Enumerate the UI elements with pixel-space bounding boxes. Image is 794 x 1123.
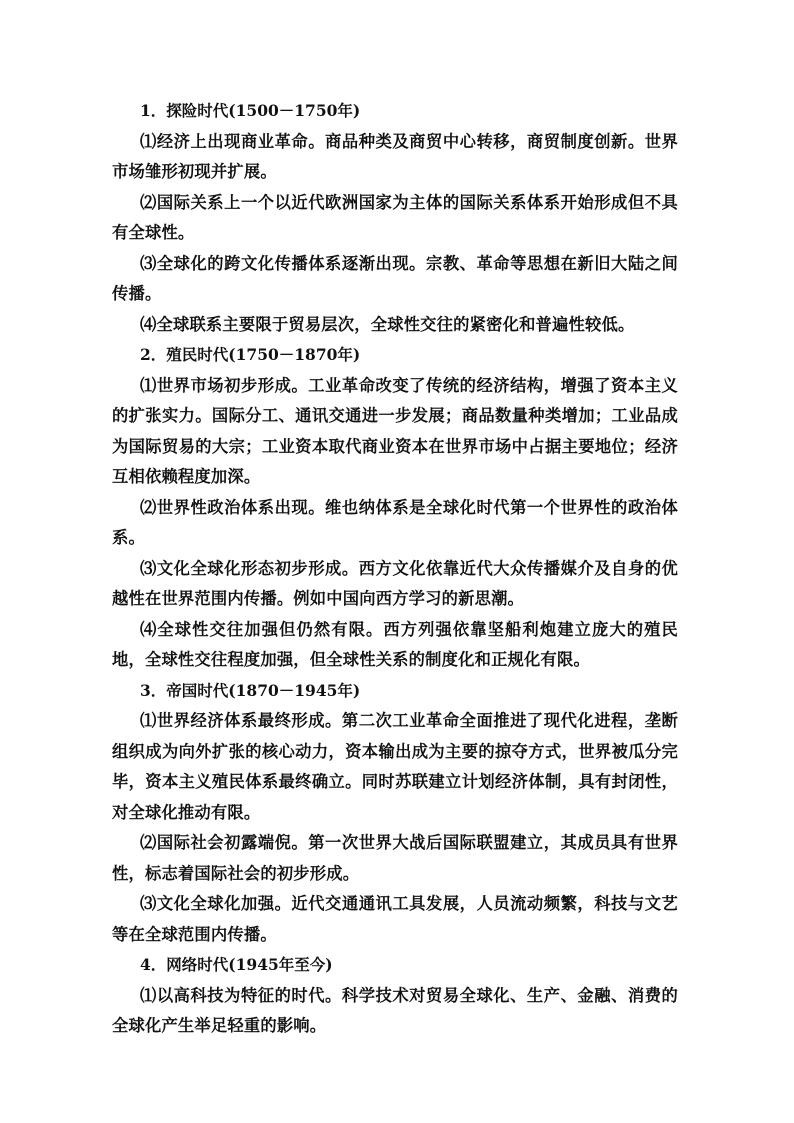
paragraph: ⑶文化全球化加强。近代交通通讯工具发展，人员流动频繁，科技与文艺等在全球范围内传播。	[112, 894, 678, 944]
paragraph: ⑷全球联系主要限于贸易层次，全球性交往的紧密化和普遍性较低。	[140, 314, 635, 334]
paragraph: ⑴世界市场初步形成。工业革命改变了传统的经济结构，增强了资本主义的扩张实力。国际分工、通讯交通进一步发展；商品数量种类增加；工业品成为国际贸易的大宗；工业资本取代商业资本在世界市场中占据主要地位；经济互相依赖程度加深。	[112, 375, 678, 486]
paragraph: ⑶全球化的跨文化传播体系逐渐出现。宗教、革命等思想在新旧大陆之间传播。	[112, 253, 678, 303]
paragraph: ⑴以高科技为特征的时代。科学技术对贸易全球化、生产、金融、消费的全球化产生举足轻重的影响。	[112, 985, 678, 1035]
paragraph: ⑶文化全球化形态初步形成。西方文化依靠近代大众传播媒介及自身的优越性在世界范围内传播。例如中国向西方学习的新思潮。	[112, 558, 678, 608]
paragraph: ⑴经济上出现商业革命。商品种类及商贸中心转移，商贸制度创新。世界市场雏形初现并扩展。	[112, 131, 678, 181]
section-heading: 1．探险时代(1500－1750年)	[140, 101, 361, 120]
section-heading: 3．帝国时代(1870－1945年)	[140, 680, 361, 700]
section-heading: 2．殖民时代(1750－1870年)	[140, 345, 361, 364]
paragraph: ⑵国际社会初露端倪。第一次世界大战后国际联盟建立，其成员具有世界性，标志着国际社会的初步形成。	[112, 833, 678, 883]
section-heading: 4．网络时代(1945年至今)	[140, 955, 333, 974]
paragraph: ⑵国际关系上一个以近代欧洲国家为主体的国际关系体系开始形成但不具有全球性。	[112, 192, 678, 242]
paragraph: ⑴世界经济体系最终形成。第二次工业革命全面推进了现代化进程，垄断组织成为向外扩张的核心动力，资本输出成为主要的掠夺方式，世界被瓜分完毕，资本主义殖民体系最终确立。同时苏联建立计划经济体制，具有封闭性，对全球化推动有限。	[112, 711, 678, 822]
paragraph: ⑵世界性政治体系出现。维也纳体系是全球化时代第一个世界性的政治体系。	[112, 497, 678, 547]
paragraph: ⑷全球性交往加强但仍然有限。西方列强依靠坚船利炮建立庞大的殖民地，全球性交往程度加强，但全球性关系的制度化和正规化有限。	[112, 619, 678, 669]
